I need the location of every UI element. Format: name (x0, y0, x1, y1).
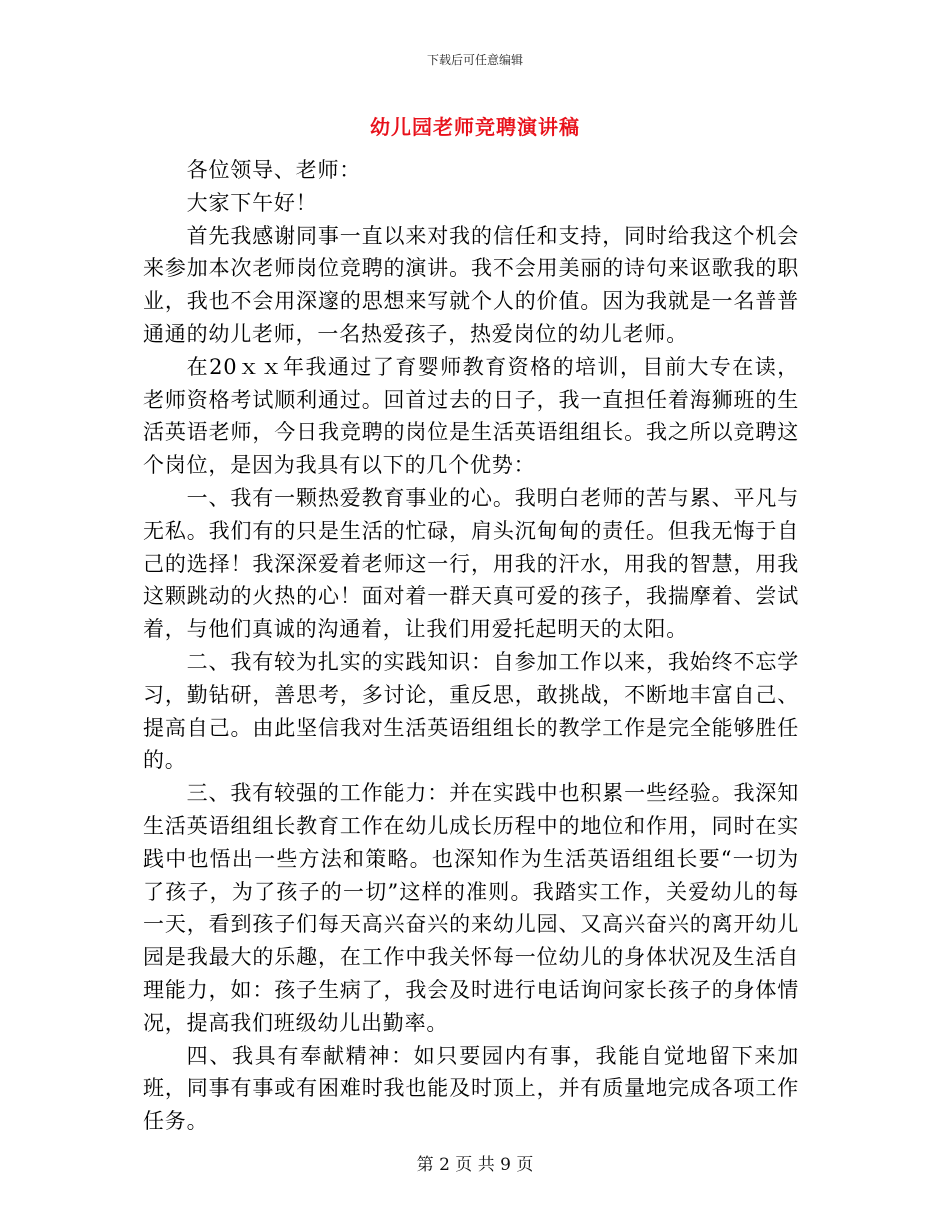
paragraph: 在20ｘｘ年我通过了育婴师教育资格的培训，目前大专在读，老师资格考试顺利通过。回首过去的日子，我一直担任着海狮班的生活英语老师，今日我竞聘的岗位是生活英语组组长。我之所以竞聘这个岗位，是因为我具有以下的几个优势： (143, 354, 799, 478)
paragraph: 首先我感谢同事一直以来对我的信任和支持，同时给我这个机会来参加本次老师岗位竞聘的演讲。我不会用美丽的诗句来讴歌我的职业，我也不会用深邃的思想来写就个人的价值。因为我就是一名普普通通的幼儿老师，一名热爱孩子，热爱岗位的幼儿老师。 (143, 223, 799, 346)
document-title: 幼儿园老师竞聘演讲稿 (370, 115, 580, 139)
paragraph: 三、我有较强的工作能力：并在实践中也积累一些经验。我深知生活英语组组长教育工作在幼儿成长历程中的地位和作用，同时在实践中也悟出一些方法和策略。也深知作为生活英语组组长要“一切为了孩子，为了孩子的一切”这样的准则。我踏实工作，关爱幼儿的每一天，看到孩子们每天高兴奋兴的来幼儿园、又高兴奋兴的离开幼儿园是我最大的乐趣，在工作中我关怀每一位幼儿的身体状况及生活自理能力，如：孩子生病了，我会及时进行电话询问家长孩子的身体情况，提高我们班级幼儿出勤率。 (143, 781, 799, 1035)
paragraph: 二、我有较为扎实的实践知识：自参加工作以来，我始终不忘学习，勤钻研，善思考，多讨论，重反思，敢挑战，不断地丰富自己、提高自己。由此坚信我对生活英语组组长的教学工作是完全能够胜任的。 (143, 649, 799, 773)
paragraph: 一、我有一颗热爱教育事业的心。我明白老师的苦与累、平凡与无私。我们有的只是生活的忙碌，肩头沉甸甸的责任。但我无悔于自己的选择！我深深爱着老师这一行，用我的汗水，用我的智慧，用我这颗跳动的火热的心！面对着一群天真可爱的孩子，我揣摩着、尝试着，与他们真诚的沟通着，让我们用爱托起明天的太阳。 (143, 485, 799, 642)
document-body (143, 154, 799, 1138)
paragraph: 四、我具有奉献精神：如只要园内有事，我能自觉地留下来加班，同事有事或有困难时我也能及时顶上，并有质量地完成各项工作任务。 (143, 1043, 799, 1134)
page-number-footer: 第 2 页 共 9 页 (416, 1155, 534, 1175)
header-note: 下载后可任意编辑 (426, 53, 523, 67)
paragraph-salutation: 各位领导、老师： (186, 158, 362, 182)
paragraph-greeting: 大家下午好！ (186, 190, 318, 215)
